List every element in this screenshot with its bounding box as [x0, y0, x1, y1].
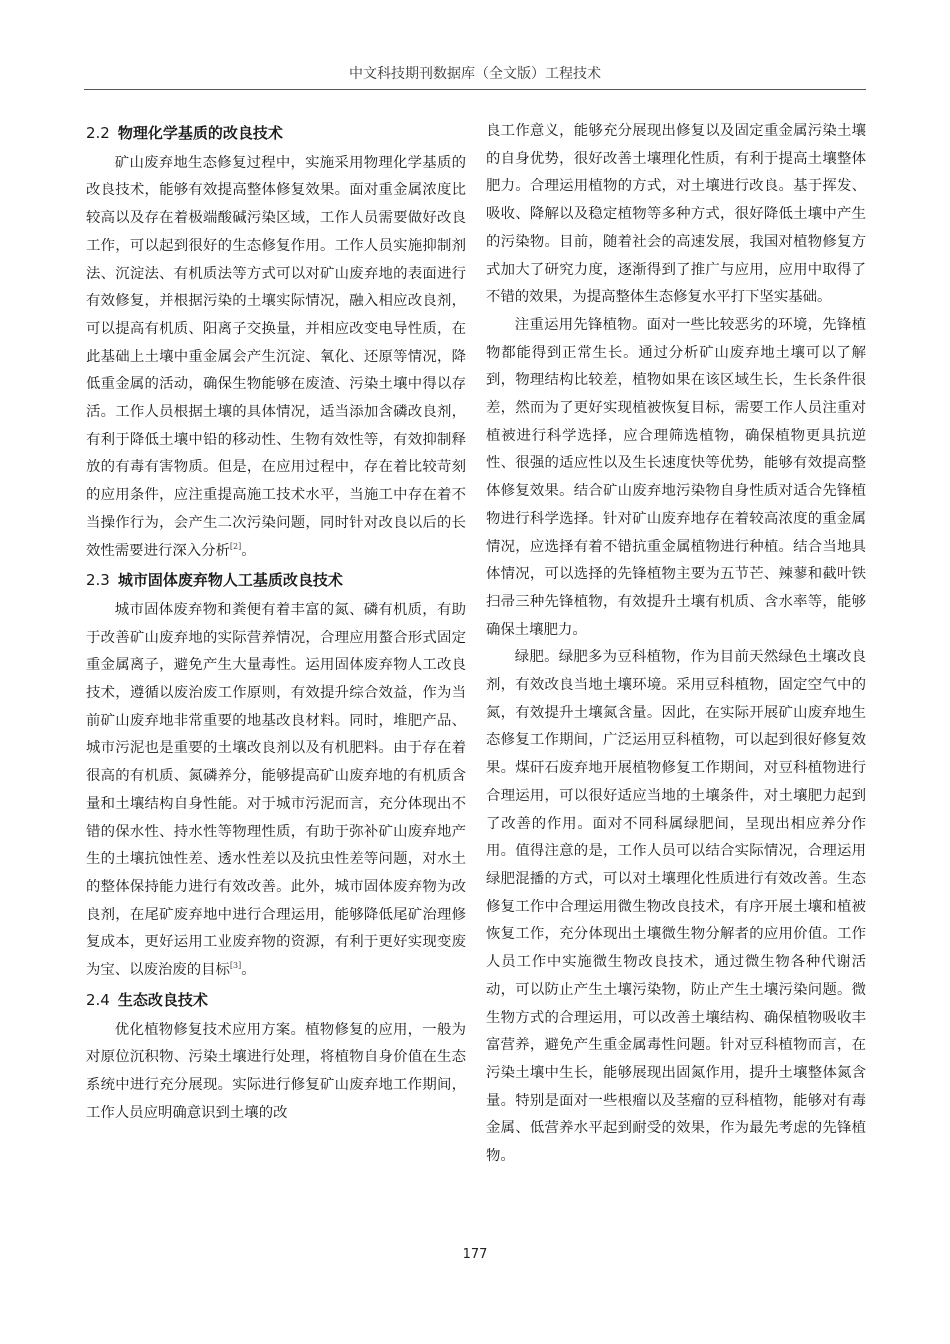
right-column [486, 118, 866, 1171]
section-title: 生态改良技术 [117, 990, 208, 1009]
section-heading-2-2 [86, 120, 466, 148]
journal-header [84, 63, 866, 90]
paragraph: 注重运用先锋植物。面对一些比较恶劣的环境，先锋植物都能得到正常生长。通过分析矿山废弃地土壤可以了解到，物理结构比较差，植物如果在该区域生长，生长条件很差，然而为了更好实现植被恢复目标，需要工作人员注重对植被进行科学选择，应合理筛选植物，确保植物更具抗逆性、很强的适应性以及生长速度快等优势，能够有效提高整体修复效果。结合矿山废弃地污染物自身性质对适合先锋植物进行科学选择。针对矿山废弃地存在着较高浓度的重金属情况，应选择有着不错抗重金属植物进行种植。结合当地具体情况，可以选择的先锋植物主要为五节芒、辣蓼和截叶铁扫帚三种先锋植物，有效提升土壤有机质、含水率等，能够确保土壤肥力。 [486, 316, 866, 638]
section-number: 2.4 [86, 990, 110, 1009]
citation-ref: [3] [229, 961, 242, 971]
paragraph: 优化植物修复技术应用方案。植物修复的应用，一般为对原位沉积物、污染土壤进行处理，将植物自身价值在生态系统中进行充分展现。实际进行修复矿山废弃地工作期间，工作人员应明确意识到土壤的改 [86, 1021, 466, 1121]
section-title: 城市固体废弃物人工基质改良技术 [117, 571, 343, 590]
paragraph: 绿肥。绿肥多为豆科植物，作为目前天然绿色土壤改良剂，有效改良当地土壤环境。采用豆科植物，固定空气中的氮，有效提升土壤氮含量。因此，在实际开展矿山废弃地生态修复工作期间，广泛运用豆科植物，可以起到很好修复效果。煤矸石废弃地开展植物修复工作期间，对豆科植物进行合理运用，可以很好适应当地的土壤条件，对土壤肥力起到了改善的作用。面对不同科属绿肥间，呈现出相应养分作用。值得注意的是，工作人员可以结合实际情况，合理运用绿肥混播的方式，可以对土壤理化性质进行有效改善。生态修复工作中合理运用微生物改良技术，有序开展土壤和植被恢复工作，充分体现出土壤微生物分解者的应用价值。工作人员工作中实施微生物改良技术，通过微生物各种代谢活动，可以防止产生土壤污染物，防止产生土壤污染问题。微生物方式的合理运用，可以改善土壤结构、确保植物吸收丰富营养，避免产生重金属毒性问题。针对豆科植物而言，在污染土壤中生长，能够展现出固氮作用，提升土壤整体氮含量。特别是面对一些根瘤以及茎瘤的豆科植物，能够对有毒金属、低营养水平起到耐受的效果，作为最先考虑的先锋植物。 [486, 649, 866, 1165]
paragraph [86, 150, 466, 566]
left-column [86, 118, 466, 1127]
journal-title: 中文科技期刊数据库（全文版）工程技术 [349, 66, 601, 82]
paragraph-text: 矿山废弃地生态修复过程中，实施采用物理化学基质的改良技术，能够有效提高整体修复效果。面对重金属浓度比较高以及存在着极端酸碱污染区域，工作人员需要做好改良工作，可以起到很好的生态修复作用。工作人员实施抑制剂法、沉淀法、有机质法等方式可以对矿山废弃地的表面进行有效修复，并根据污染的土壤实际情况，融入相应改良剂，可以提高有机质、阳离子交换量，并相应改变电导性质，在此基础上土壤中重金属会产生沉淀、氧化、还原等情况，降低重金属的活动，确保生物能够在废渣、污染土壤中得以存活。工作人员根据土壤的具体情况，适当添加含磷改良剂，有利于降低土壤中铅的移动性、生物有效性等，有效抑制释放的有毒有害物质。但是，在应用过程中，存在着比较苛刻的应用条件，应注重提高施工技术水平，当施工中存在着不当操作行为，会产生二次污染问题，同时针对改良以后的长效性需要进行深入分析 [86, 154, 466, 559]
section-number: 2.3 [86, 571, 110, 590]
page-number: 177 [462, 1247, 488, 1262]
section-heading-2-4 [86, 987, 466, 1015]
paragraph-text: 城市固体废弃物和粪便有着丰富的氮、磷有机质，有助于改善矿山废弃地的实际营养情况，合理应用螯合形式固定重金属离子，避免产生大量毒性。运用固体废弃物人工改良技术，遵循以废治废工作原则，有效提升综合效益，作为当前矿山废弃地非常重要的地基改良材料。同时，堆肥产品、城市污泥也是重要的土壤改良剂以及有机肥料。由于存在着很高的有机质、氮磷养分，能够提高矿山废弃地的有机质含量和土壤结构自身性能。对于城市污泥而言，充分体现出不错的保水性、持水性等物理性质，有助于弥补矿山废弃地产生的土壤抗蚀性差、透水性差以及抗虫性差等问题，对水土的整体保持能力进行有效改善。此外，城市固体废弃物为改良剂，在尾矿废弃地中进行合理运用，能够降低尾矿治理修复成本，更好运用工业废弃物的资源，有利于更好实现变废为宝、以废治废的目标 [86, 601, 466, 979]
paragraph: 良工作意义，能够充分展现出修复以及固定重金属污染土壤的自身优势，很好改善土壤理化性质，有利于提高土壤整体肥力。合理运用植物的方式，对土壤进行改良。基于挥发、吸收、降解以及稳定植物等多种方式，很好降低土壤中产生的污染物。目前，随着社会的高速发展，我国对植物修复方式加大了研究力度，逐渐得到了推广与应用，应用中取得了不错的效果，为提高整体生态修复水平打下坚实基础。 [486, 123, 866, 306]
section-title: 物理化学基质的改良技术 [117, 124, 283, 142]
section-heading-2-3 [86, 567, 466, 595]
paragraph [86, 597, 466, 985]
paragraph-tail: 。 [241, 962, 256, 979]
citation-ref: [2] [229, 541, 242, 551]
paragraph-tail: 。 [241, 542, 256, 559]
section-number: 2.2 [86, 124, 110, 142]
